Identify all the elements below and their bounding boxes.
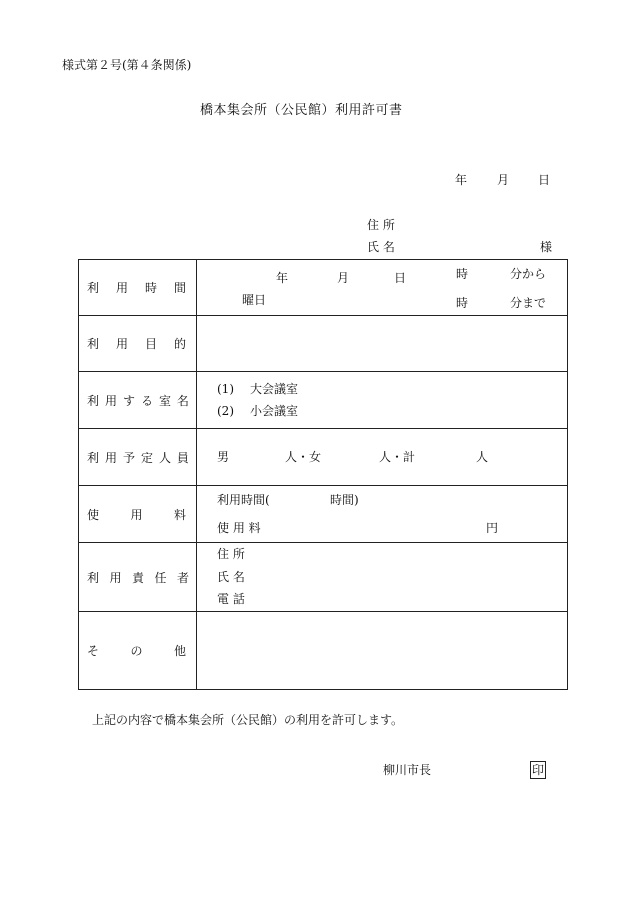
label-char: 用 xyxy=(104,393,117,408)
label-char: 利 xyxy=(87,570,100,585)
time-hour-from: 時 xyxy=(456,267,469,281)
row-room-name xyxy=(79,372,568,429)
label-char: 他 xyxy=(173,644,186,658)
time-minute-from: 分から xyxy=(510,267,547,281)
label-char: 者 xyxy=(176,570,189,585)
label-char: 任 xyxy=(154,570,167,585)
time-day: 日 xyxy=(394,271,407,285)
label-char: そ xyxy=(87,644,100,658)
row-usage-time xyxy=(79,260,568,316)
fee-yen-unit: 円 xyxy=(486,521,499,535)
applicant-address-label: 住 所 xyxy=(367,218,395,232)
label-char: 利 xyxy=(87,393,100,408)
label-usage-purpose xyxy=(79,316,197,372)
person-phone-label: 電 話 xyxy=(217,592,245,606)
label-other xyxy=(79,612,197,690)
label-char: 室 xyxy=(158,393,171,408)
room-option-1-number: (1) xyxy=(217,382,234,396)
field-other[interactable] xyxy=(197,612,568,690)
people-male-label: 男 xyxy=(217,450,230,464)
label-usage-time xyxy=(79,260,197,316)
label-char: 目 xyxy=(144,337,157,351)
label-char: 利 xyxy=(87,337,100,351)
honorific-label: 様 xyxy=(540,240,553,254)
field-usage-time[interactable] xyxy=(197,260,568,316)
label-char: 用 xyxy=(109,570,122,585)
permit-form-table xyxy=(78,259,568,690)
people-total-label: 人・計 xyxy=(379,450,416,464)
room-option-2-number: (2) xyxy=(217,404,234,418)
room-option-1[interactable]: 大会議室 xyxy=(250,382,299,396)
fee-hours-label: 利用時間( xyxy=(217,493,270,507)
row-usage-fee xyxy=(79,486,568,543)
label-responsible-person xyxy=(79,543,197,612)
label-usage-fee xyxy=(79,486,197,543)
time-month: 月 xyxy=(337,271,350,285)
date-day-label: 日 xyxy=(538,173,551,187)
field-expected-people[interactable] xyxy=(197,429,568,486)
label-char: 利 xyxy=(87,450,100,465)
permission-statement: 上記の内容で橋本集会所（公民館）の利用を許可します。 xyxy=(92,713,404,727)
label-char: 用 xyxy=(115,337,128,351)
seal-mark: 印 xyxy=(532,763,545,777)
time-weekday: 曜日 xyxy=(242,293,267,307)
label-char: 用 xyxy=(130,507,143,522)
date-month-label: 月 xyxy=(497,173,510,187)
label-char: 料 xyxy=(173,507,186,522)
person-address-label: 住 所 xyxy=(217,547,245,561)
row-responsible-person xyxy=(79,543,568,612)
document-title: 橋本集会所（公民館）利用許可書 xyxy=(200,103,403,118)
label-expected-people xyxy=(79,429,197,486)
label-char: 名 xyxy=(176,393,189,408)
label-char: 用 xyxy=(104,450,117,465)
issuer-name: 柳川市長 xyxy=(383,763,432,777)
label-char: 時 xyxy=(144,281,157,295)
form-number-label: 様式第２号(第４条関係) xyxy=(62,58,192,72)
label-char: 用 xyxy=(115,281,128,295)
fee-hours-unit: 時間) xyxy=(330,493,359,507)
label-char: 予 xyxy=(122,450,135,465)
label-char: す xyxy=(122,393,135,408)
label-char: 員 xyxy=(176,450,189,465)
label-char: 責 xyxy=(131,570,144,585)
label-char: の xyxy=(130,644,143,658)
field-room-name[interactable] xyxy=(197,372,568,429)
time-minute-to: 分まで xyxy=(510,296,547,310)
label-char: 使 xyxy=(87,507,100,522)
date-year-label: 年 xyxy=(455,173,468,187)
label-char: 利 xyxy=(87,281,100,295)
person-name-label: 氏 名 xyxy=(217,570,245,584)
row-usage-purpose xyxy=(79,316,568,372)
label-char: る xyxy=(140,393,153,408)
field-responsible-person[interactable] xyxy=(197,543,568,612)
people-unit-label: 人 xyxy=(476,450,489,464)
field-usage-purpose[interactable] xyxy=(197,316,568,372)
time-hour-to: 時 xyxy=(456,296,469,310)
label-char: 間 xyxy=(173,281,186,295)
fee-amount-label: 使 用 料 xyxy=(217,521,261,535)
field-usage-fee[interactable] xyxy=(197,486,568,543)
applicant-name-label: 氏 名 xyxy=(367,240,395,254)
time-year: 年 xyxy=(276,271,289,285)
label-room-name xyxy=(79,372,197,429)
people-female-label: 人・女 xyxy=(285,450,322,464)
label-char: 的 xyxy=(173,337,186,351)
label-char: 人 xyxy=(158,450,171,465)
label-char: 定 xyxy=(140,450,153,465)
row-other xyxy=(79,612,568,690)
room-option-2[interactable]: 小会議室 xyxy=(250,404,299,418)
row-expected-people xyxy=(79,429,568,486)
